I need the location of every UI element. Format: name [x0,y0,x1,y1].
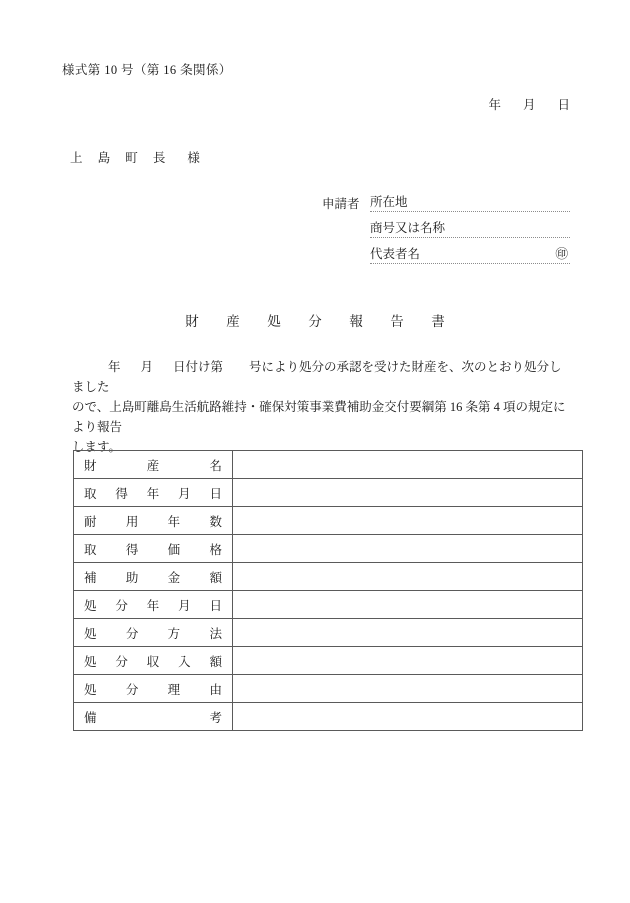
label-char: 備 [84,710,97,725]
table-row [74,591,583,619]
label-char: 由 [209,682,222,697]
body-line-1-rest: 号により処分の承認を受けた財産を、次のとおり処分しました [72,360,562,394]
label-chars-5 [84,596,222,614]
seal-icon: ㊞ [555,247,568,261]
applicant-location-field[interactable] [370,192,570,212]
row-label-remarks [74,703,233,731]
label-char: 理 [167,682,181,697]
label-char: 名 [209,458,222,473]
label-char: 助 [125,570,139,585]
label-chars-7 [84,652,222,670]
body-year-label: 年 [108,360,121,374]
label-char: 処 [84,682,97,697]
label-char: 数 [209,514,222,529]
label-char: 法 [209,626,222,641]
label-char: 得 [115,486,128,501]
label-char: 財 [84,458,97,473]
label-char: 入 [178,654,191,669]
label-char: 収 [146,654,160,669]
row-value-disposal-method[interactable] [233,619,583,647]
applicant-location-label: 所在地 [370,195,408,209]
addressee [70,148,200,166]
table-row [74,647,583,675]
row-label-disposal-date [74,591,233,619]
date-month-label: 月 [522,98,536,112]
label-char: 年 [167,514,181,529]
label-char: 取 [84,486,97,501]
label-char: 耐 [84,514,97,529]
label-chars-2 [84,512,222,530]
row-value-acquisition-date[interactable] [233,479,583,507]
table-row [74,675,583,703]
label-char: 補 [84,570,97,585]
label-char: 分 [125,682,139,697]
label-char: 得 [125,542,139,557]
body-line-2: ので、上島町離島生活航路維持・確保対策事業費補助金交付要綱第 16 条第 4 項の規定により報告 [72,400,566,434]
label-char: 処 [84,598,97,613]
applicant-row-company [322,212,570,238]
applicant-tag: 申請者 [322,197,360,211]
label-char: 取 [84,542,97,557]
label-char: 月 [178,486,191,501]
table-body [74,451,583,731]
row-label-acquisition-date [74,479,233,507]
row-label-disposal-income [74,647,233,675]
applicant-company-field[interactable] [370,218,570,238]
body-line-3: します。 [72,440,122,454]
row-label-acquisition-price [74,535,233,563]
label-char: 額 [209,654,222,669]
row-label-property-name [74,451,233,479]
table-row [74,535,583,563]
table-row [74,507,583,535]
applicant-company-label: 商号又は名称 [370,221,446,235]
label-char: 日 [209,486,222,501]
label-chars-6 [84,624,222,642]
row-value-disposal-date[interactable] [233,591,583,619]
applicant-row-location [322,186,570,212]
label-char: 方 [167,626,181,641]
body-dated-label: 日付け第 [173,360,224,374]
row-value-remarks[interactable] [233,703,583,731]
body-month-label: 月 [140,360,154,374]
table-row [74,619,583,647]
table-row [74,563,583,591]
label-char: 格 [209,542,222,557]
table-row [74,703,583,731]
label-char: 年 [146,486,160,501]
row-label-useful-life [74,507,233,535]
label-char: 価 [167,542,181,557]
label-char: 額 [209,570,222,585]
label-char: 金 [167,570,181,585]
row-label-subsidy-amount [74,563,233,591]
property-disposal-table [73,450,583,731]
label-chars-9 [84,708,222,726]
addressee-name: 上 島 町 長 [70,151,172,165]
applicant-representative-label: 代表者名 [370,247,421,261]
row-value-subsidy-amount[interactable] [233,563,583,591]
row-label-disposal-reason [74,675,233,703]
row-label-disposal-method [74,619,233,647]
label-char: 年 [146,598,160,613]
date-line [0,95,570,113]
label-char: 分 [115,654,128,669]
label-char: 分 [115,598,128,613]
label-char: 産 [146,458,160,473]
date-year-label: 年 [488,98,501,112]
label-chars-1 [84,484,222,502]
date-day-label: 日 [557,98,570,112]
label-char: 処 [84,626,97,641]
row-value-property-name[interactable] [233,451,583,479]
row-value-useful-life[interactable] [233,507,583,535]
table-row [74,479,583,507]
label-char: 考 [209,710,222,725]
body-line-1 [72,357,568,397]
label-char: 用 [125,514,139,529]
applicant-representative-field[interactable] [370,244,570,264]
page-title: 財 産 処 分 報 告 書 [185,314,452,329]
label-char: 処 [84,654,97,669]
applicant-row-representative [322,238,570,264]
body-paragraph [72,357,568,457]
label-char: 分 [125,626,139,641]
form-number: 様式第 10 号（第 16 条関係） [62,63,232,77]
label-chars-8 [84,680,222,698]
table-row [74,451,583,479]
label-char: 月 [178,598,191,613]
applicant-block [322,186,570,264]
label-chars-3 [84,540,222,558]
addressee-honorific: 様 [187,151,200,165]
label-chars-0 [84,456,222,474]
label-chars-4 [84,568,222,586]
row-value-acquisition-price[interactable] [233,535,583,563]
row-value-disposal-income[interactable] [233,647,583,675]
row-value-disposal-reason[interactable] [233,675,583,703]
label-char: 日 [209,598,222,613]
